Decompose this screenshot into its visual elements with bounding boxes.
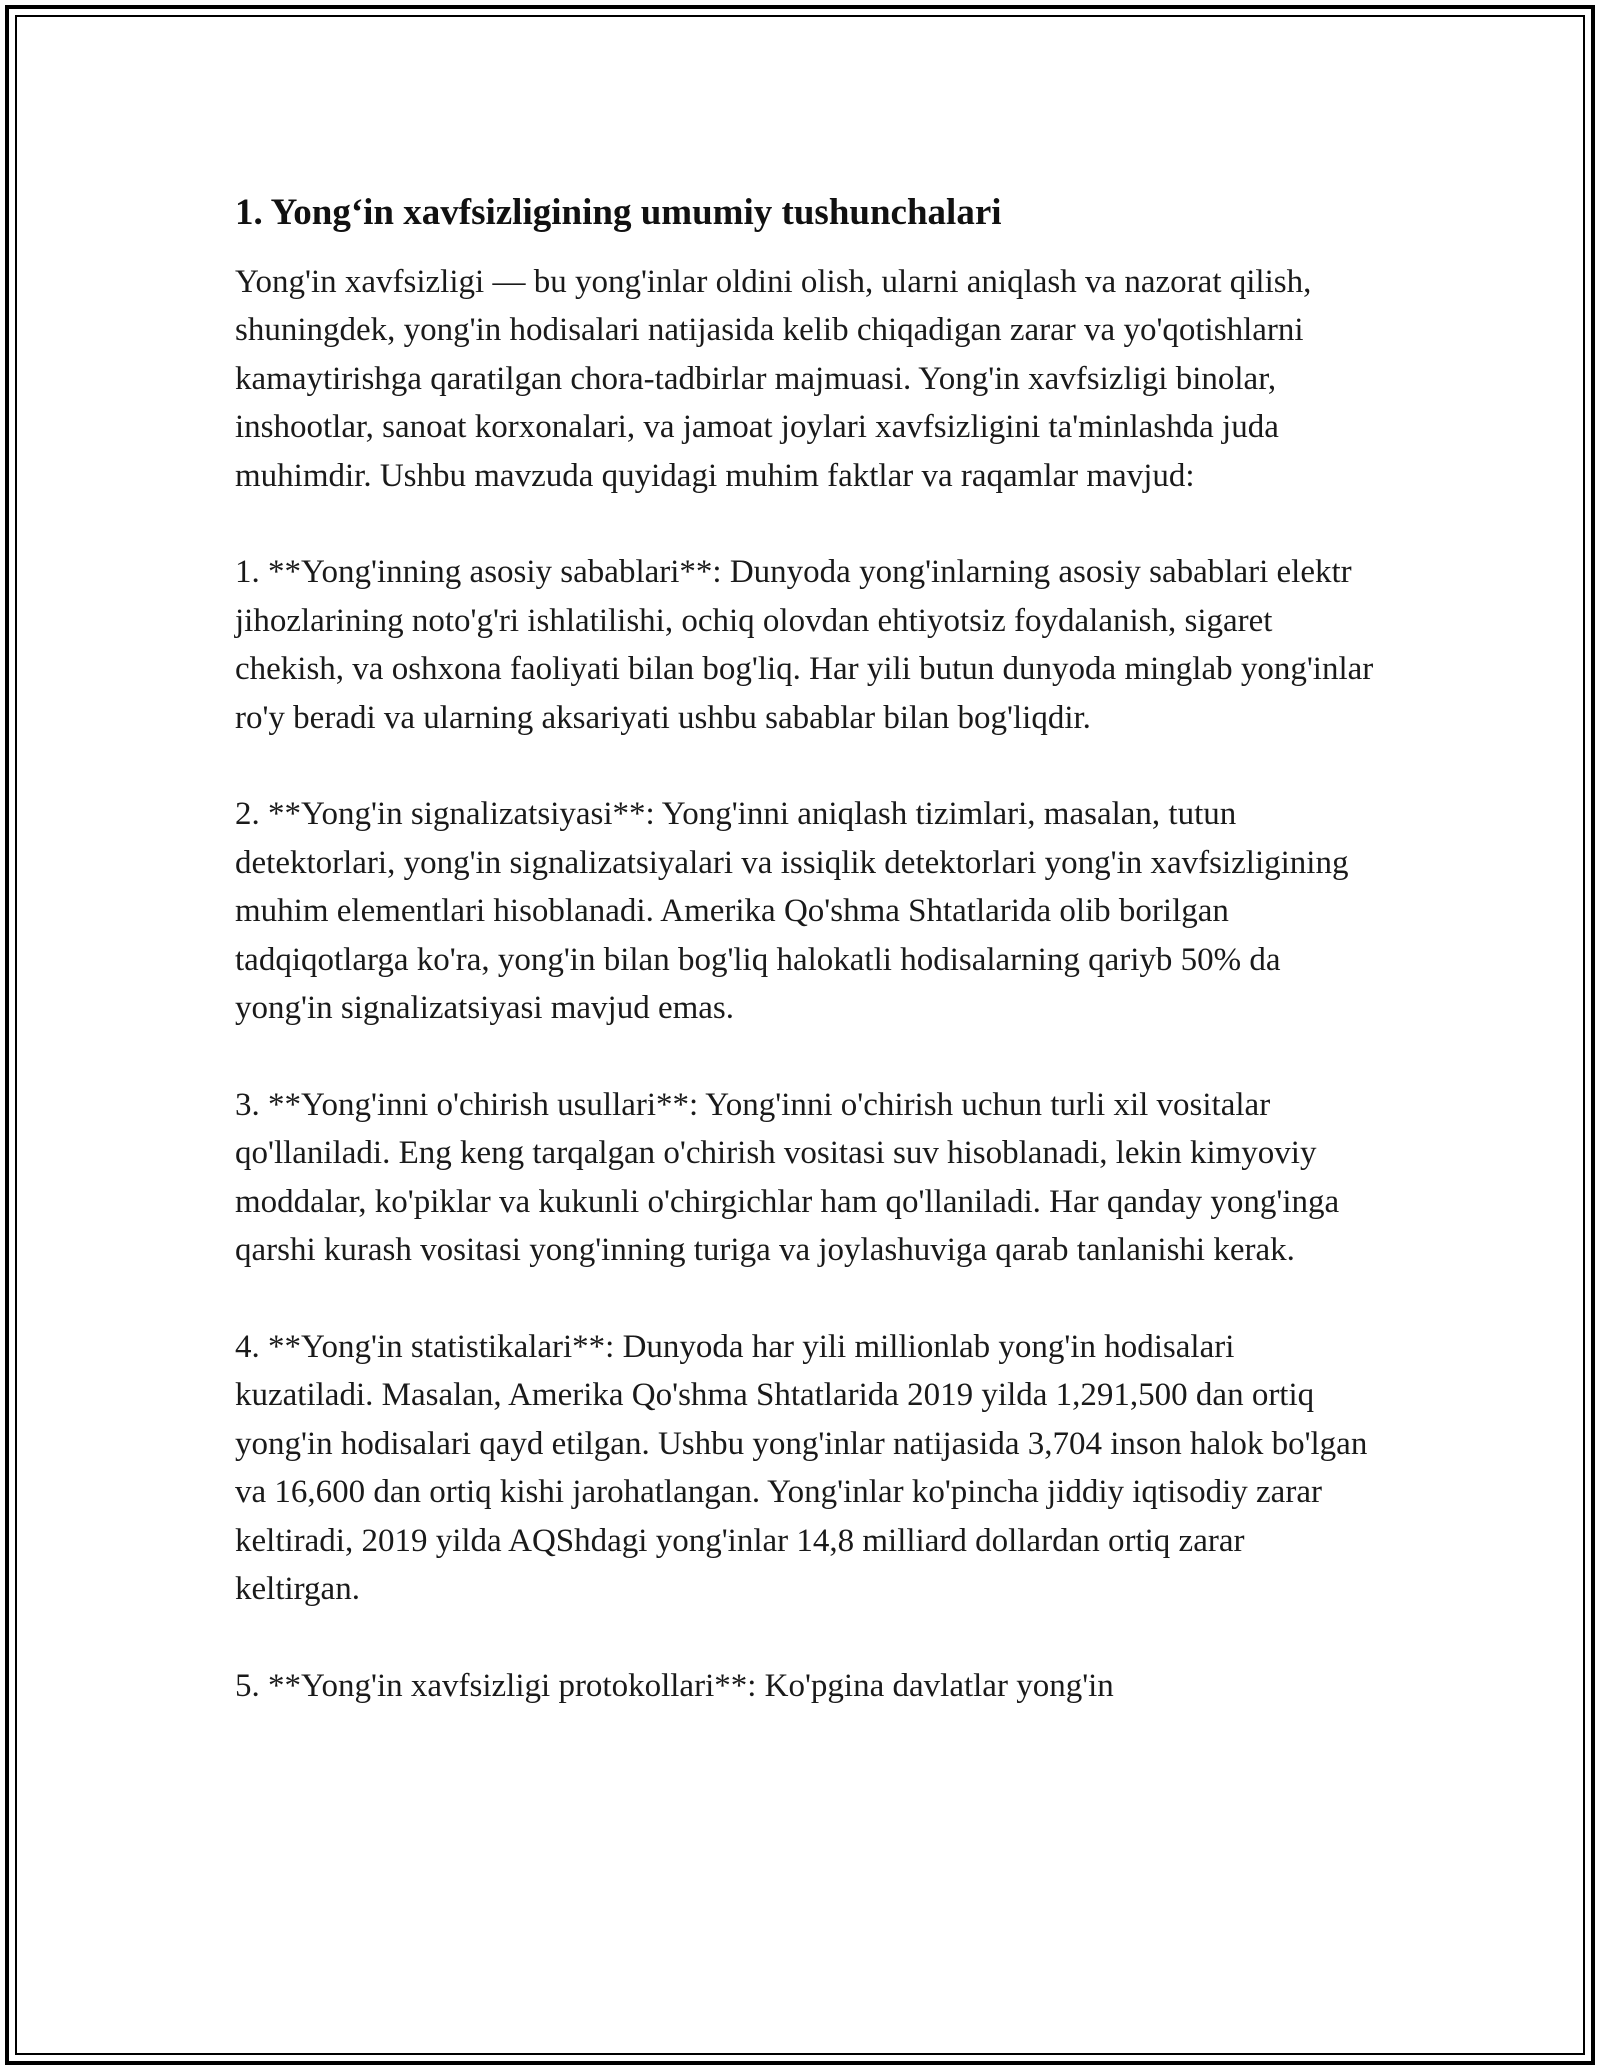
- document-body: [235, 188, 1375, 1759]
- list-item-fire-statistics: 4. **Yong'in statistikalari**: Dunyoda har yili millionlab yong'in hodisalari kuzatiladi. Masalan, Amerika Qo'shma Shtatlarida 2019 yilda 1,291,500 dan ortiq yong'in hodisalari qayd etilgan. Ushbu yong'inlar natijasida 3,704 inson halok bo'lgan va 16,600 dan ortiq kishi jarohatlangan. Yong'inlar ko'pincha jiddiy iqtisodiy zarar keltiradi, 2019 yilda AQShdagi yong'inlar 14,8 milliard dollardan ortiq zarar keltirgan.: [235, 1328, 1368, 1607]
- list-item-extinguishing-methods: 3. **Yong'inni o'chirish usullari**: Yong'inni o'chirish uchun turli xil vositalar qo'llaniladi. Eng keng tarqalgan o'chirish vositasi suv hisoblanadi, lekin kimyoviy moddalar, ko'piklar va kukunli o'chirgichlar ham qo'llaniladi. Har qanday yong'inga qarshi kurash vositasi yong'inning turiga va joylashuviga qarab tanlanishi kerak.: [235, 1086, 1340, 1269]
- list-item-fire-causes: 1. **Yong'inning asosiy sabablari**: Dunyoda yong'inlarning asosiy sabablari elektr jihozlarining noto'g'ri ishlatilishi, ochiq olovdan ehtiyotsiz foydalanish, sigaret chekish, va oshxona faoliyati bilan bog'liq. Har yili butun dunyoda minglab yong'inlar ro'y beradi va ularning aksariyati ushbu sabablar bilan bog'liqdir.: [235, 554, 1374, 736]
- page-title: 1. Yong‘in xavfsizligining umumiy tushunchalari: [235, 192, 1002, 233]
- list-item-safety-protocols: 5. **Yong'in xavfsizligi protokollari**: Ko'pgina davlatlar yong'in: [235, 1667, 1114, 1704]
- intro-paragraph: Yong'in xavfsizligi — bu yong'inlar oldini olish, ularni aniqlash va nazorat qilish, shuningdek, yong'in hodisalari natijasida kelib chiqadigan zarar va yo'qotishlarni kamaytirishga qaratilgan chora-tadbirlar majmuasi. Yong'in xavfsizligi binolar, inshootlar, sanoat korxonalari, va jamoat joylari xavfsizligini ta'minlashda juda muhimdir. Ushbu mavzuda quyidagi muhim faktlar va raqamlar mavjud:: [235, 264, 1312, 494]
- list-item-fire-alarm: 2. **Yong'in signalizatsiyasi**: Yong'inni aniqlash tizimlari, masalan, tutun detektorlari, yong'in signalizatsiyalari va issiqlik detektorlari yong'in xavfsizligining muhim elementlari hisoblanadi. Amerika Qo'shma Shtatlarida olib borilgan tadqiqotlarga ko'ra, yong'in bilan bog'liq halokatli hodisalarning qariyb 50% da yong'in signalizatsiyasi mavjud emas.: [235, 796, 1349, 1027]
